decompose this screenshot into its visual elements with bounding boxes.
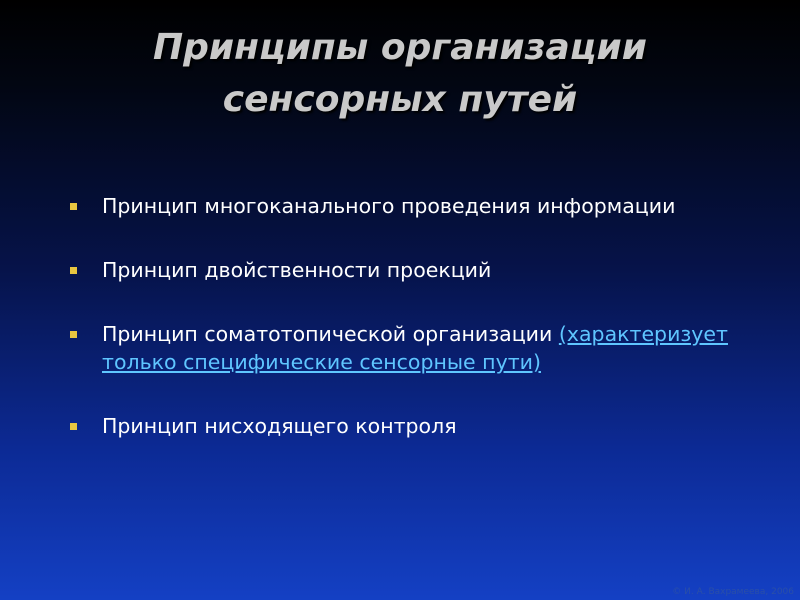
slide-title-line-2: сенсорных путей (222, 79, 578, 120)
square-bullet-icon (70, 331, 77, 338)
bullet-text: Принцип нисходящего контроля (102, 414, 457, 438)
bullet-item-somatotopic (70, 320, 750, 376)
bullet-list (70, 192, 750, 440)
bullet-item-duality (70, 256, 750, 284)
bullet-text: Принцип многоканального проведения информации (102, 194, 676, 218)
square-bullet-icon (70, 203, 77, 210)
slide-title (0, 22, 800, 126)
square-bullet-icon (70, 267, 77, 274)
bullet-text: Принцип соматотопической организации (102, 322, 553, 346)
specific-pathways-link[interactable]: (характеризует только специфические сенсорные пути) (102, 322, 728, 374)
slide-title-line-1: Принципы организации (153, 27, 647, 68)
copyright-text: © И. А. Вахрамеева, 2006 (672, 587, 794, 597)
bullet-item-multichannel (70, 192, 750, 220)
bullet-text: Принцип двойственности проекций (102, 258, 492, 282)
bullet-item-descending-control (70, 412, 750, 440)
square-bullet-icon (70, 423, 77, 430)
